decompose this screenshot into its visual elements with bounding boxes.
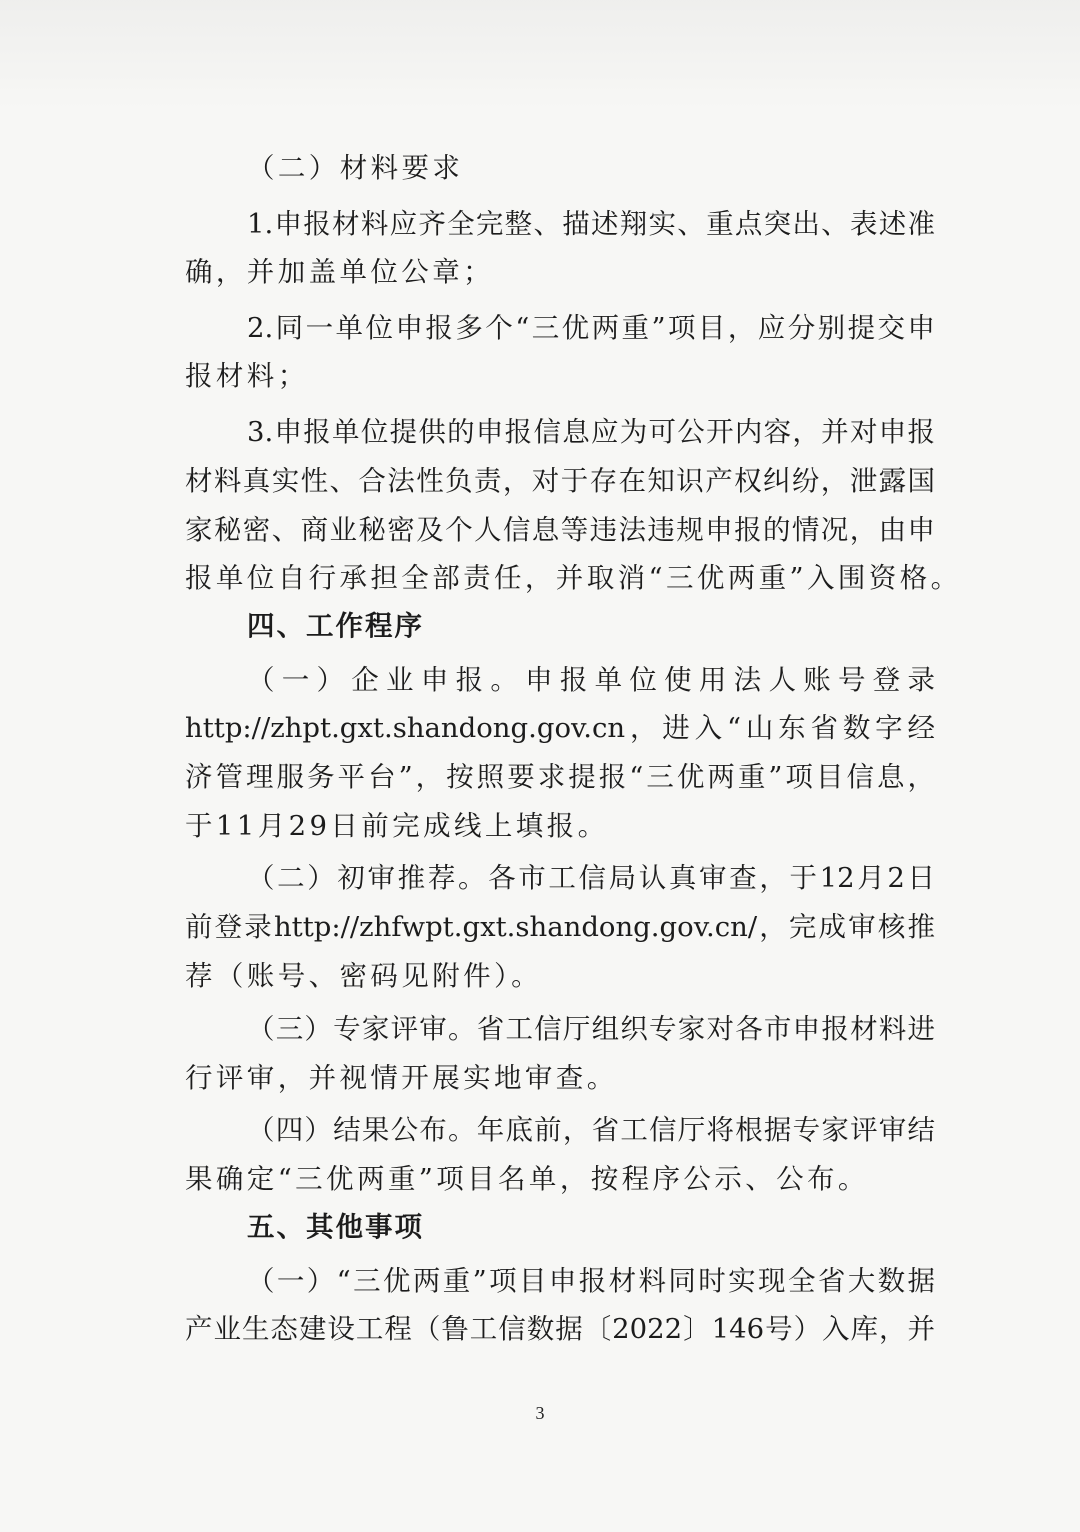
subsection-heading-materials: （二）材料要求: [247, 152, 464, 184]
page-number: 3: [535, 1403, 545, 1423]
paragraph-line: 材料真实性、合法性负责，对于存在知识产权纠纷，泄露国: [185, 465, 935, 497]
section-heading-other-matters: 五、其他事项: [247, 1211, 424, 1243]
paragraph-line: 产业生态建设工程（鲁工信数据〔2022〕146号）入库，并: [185, 1313, 935, 1345]
paragraph-line: 2.同一单位申报多个“三优两重”项目，应分别提交申: [247, 312, 935, 344]
paragraph-line: （二）初审推荐。各市工信局认真审查，于12月2日: [247, 862, 935, 894]
scan-bleed: [0, 0, 1080, 110]
paragraph-line: 果确定“三优两重”项目名单，按程序公示、公布。: [185, 1163, 869, 1195]
paragraph-line: （四）结果公布。年底前，省工信厅将根据专家评审结: [247, 1114, 935, 1146]
paragraph-line: 报材料；: [185, 360, 309, 392]
paragraph-line: 报单位自行承担全部责任，并取消“三优两重”入围资格。: [185, 562, 962, 594]
paragraph-line: （一）“三优两重”项目申报材料同时实现全省大数据: [247, 1265, 935, 1297]
paragraph-line: 于11月29日前完成线上填报。: [185, 810, 609, 842]
paragraph-line: （一）企业申报。申报单位使用法人账号登录: [247, 664, 935, 696]
paragraph-line-url: http://zhpt.gxt.shandong.gov.cn，进入“山东省数字经: [185, 712, 935, 744]
paragraph-line: 济管理服务平台”，按照要求提报“三优两重”项目信息，: [185, 761, 935, 793]
section-heading-work-procedure: 四、工作程序: [247, 610, 424, 642]
paragraph-line: 荐（账号、密码见附件）。: [185, 960, 543, 992]
paragraph-line: 3.申报单位提供的申报信息应为可公开内容，并对申报: [247, 416, 935, 448]
paragraph-line: 确，并加盖单位公章；: [185, 256, 494, 288]
paragraph-line: 家秘密、商业秘密及个人信息等违法违规申报的情况，由申: [185, 514, 935, 546]
paragraph-line: 行评审，并视情开展实地审查。: [185, 1062, 618, 1094]
paragraph-line: （三）专家评审。省工信厅组织专家对各市申报材料进: [247, 1013, 935, 1045]
paragraph-line-url: 前登录http://zhfwpt.gxt.shandong.gov.cn/，完成审核推: [185, 911, 935, 943]
paragraph-line: 1.申报材料应齐全完整、描述翔实、重点突出、表述准: [247, 208, 935, 240]
